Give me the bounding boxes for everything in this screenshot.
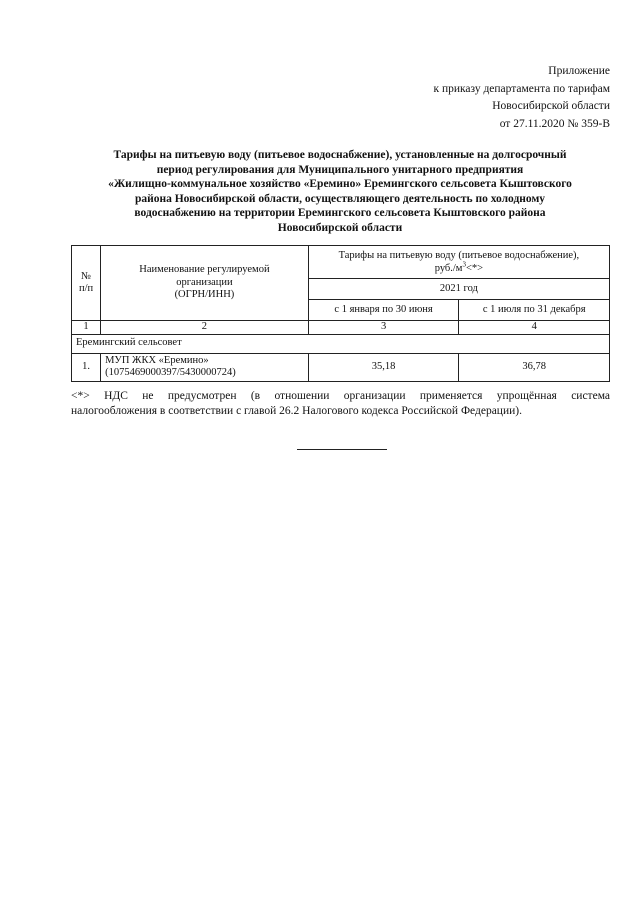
header-tariffs xyxy=(308,246,609,279)
column-number: 4 xyxy=(459,321,610,335)
header-tariffs-unit xyxy=(313,260,605,276)
title-line: «Жилищно-коммунальное хозяйство «Еремино» Еремингского сельсовета Кыштовского xyxy=(108,178,572,190)
appendix-line: к приказу департамента по тарифам xyxy=(433,82,610,95)
title-line: Тарифы на питьевую воду (питьевое водоснабжение), установленные на долгосрочный xyxy=(113,149,567,161)
column-number: 3 xyxy=(308,321,459,335)
header-organization-line: организации xyxy=(176,276,233,288)
tariffs-table xyxy=(71,245,610,382)
column-number: 2 xyxy=(101,321,309,335)
header-number-line: п/п xyxy=(78,283,94,294)
section-title: Еремингский сельсовет xyxy=(72,334,610,353)
divider-line xyxy=(297,449,387,450)
section-row xyxy=(72,334,610,353)
title-line: водоснабжению на территории Еремингского сельсовета Кыштовского района xyxy=(134,207,546,219)
unit-superscript: 3 xyxy=(462,260,466,268)
footnote-line: <*> НДС не предусмотрен (в отношении организации применяется упрощённая система xyxy=(71,390,610,402)
document-title xyxy=(70,148,610,235)
table-header-row xyxy=(72,246,610,279)
header-year: 2021 год xyxy=(308,279,609,300)
footnote-line: налогообложения в соответствии с главой 26.2 Налогового кодекса Российской Федерации). xyxy=(71,405,522,417)
organization-name: МУП ЖКХ «Еремино» xyxy=(105,354,209,366)
appendix-line: Приложение xyxy=(548,65,610,77)
row-organization xyxy=(101,353,309,381)
header-number xyxy=(72,246,101,321)
title-line: период регулирования для Муниципального унитарного предприятия xyxy=(156,163,524,176)
row-tariff-2: 36,78 xyxy=(459,353,610,381)
header-number-line: № xyxy=(81,270,92,282)
unit-text: руб./м xyxy=(434,262,463,274)
header-organization-line: (ОГРН/ИНН) xyxy=(174,289,235,301)
appendix-line: Новосибирской области xyxy=(492,100,610,112)
table-row xyxy=(72,353,610,381)
header-organization-line: Наименование регулируемой xyxy=(139,264,270,276)
title-line: района Новосибирской области, осуществляющего деятельность по холодному xyxy=(134,192,546,205)
appendix-date-line: от 27.11.2020 № 359-В xyxy=(499,117,610,130)
header-period-2: с 1 июля по 31 декабря xyxy=(459,300,610,321)
footnote-marker: <*> xyxy=(465,262,484,274)
title-line: Новосибирской области xyxy=(277,221,403,234)
header-period-1: с 1 января по 30 июня xyxy=(308,300,459,321)
appendix-block xyxy=(433,63,610,133)
header-tariffs-line: Тарифы на питьевую воду (питьевое водоснабжение), xyxy=(338,250,580,261)
header-organization xyxy=(101,246,309,321)
column-number-row xyxy=(72,321,610,335)
row-number: 1. xyxy=(72,353,101,381)
row-tariff-1: 35,18 xyxy=(308,353,459,381)
column-number: 1 xyxy=(72,321,101,335)
footnote xyxy=(71,389,610,419)
organization-ids: (1075469000397/5430000724) xyxy=(105,367,236,378)
